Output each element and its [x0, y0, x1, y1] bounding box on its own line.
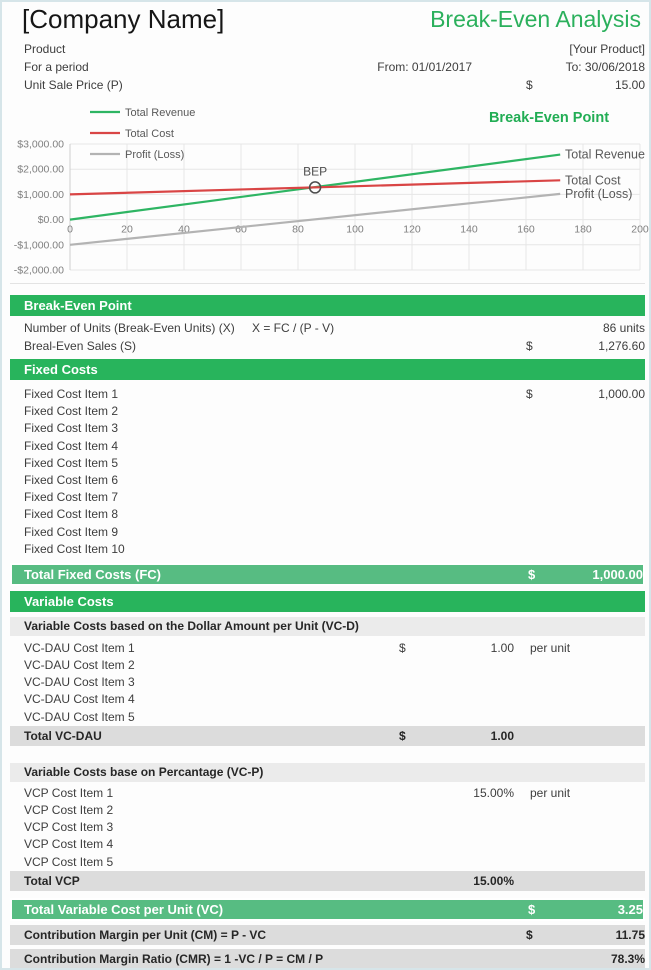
currency-symbol: $: [526, 78, 533, 92]
row-label: Fixed Cost Item 1: [24, 387, 119, 401]
table-row: [2, 337, 651, 355]
row-label: Contribution Margin Ratio (CMR) = 1 -VC / P = CM / P: [24, 951, 324, 966]
row-label: Fixed Cost Item 8: [24, 507, 119, 522]
row-label: Total Variable Cost per Unit (VC): [24, 901, 224, 917]
x-axis-tick-label: 100: [346, 223, 364, 236]
table-row: [2, 386, 651, 403]
currency-symbol: $: [399, 728, 406, 743]
row-label: Breal-Even Sales (S): [24, 339, 137, 353]
row-label: Fixed Cost Item 6: [24, 472, 119, 487]
x-axis-tick-label: 40: [178, 223, 190, 236]
bep-label: BEP: [303, 164, 328, 179]
divider-line: [10, 283, 645, 284]
row-label: VCP Cost Item 2: [24, 803, 114, 817]
product-label: Product: [24, 42, 66, 56]
x-axis-tick-label: 80: [292, 223, 304, 236]
table-row: [2, 489, 651, 506]
series-end-label-profit-loss: Profit (Loss): [565, 186, 633, 201]
fixed-cost-items: [2, 386, 651, 558]
table-row: [2, 709, 651, 726]
period-row: [2, 58, 651, 76]
subheader-vcd: [10, 617, 645, 636]
row-label: Fixed Cost Item 4: [24, 438, 119, 453]
page-title: Break-Even Analysis: [430, 6, 641, 32]
table-row: [2, 785, 651, 802]
contribution-margin-row: [10, 925, 645, 945]
table-row: [2, 506, 651, 523]
section-header-fixed-costs: [10, 359, 645, 380]
row-label: Fixed Cost Item 5: [24, 455, 119, 470]
row-label: VC-DAU Cost Item 3: [24, 675, 135, 690]
contribution-margin-ratio-row: [10, 949, 645, 969]
section-header-break-even-point: [10, 295, 645, 316]
row-label: VCP Cost Item 3: [24, 820, 114, 835]
section-header-label: Break-Even Point: [24, 298, 132, 313]
company-name: [Company Name]: [22, 4, 225, 34]
row-value: 1.00: [490, 728, 514, 743]
row-label: VC-DAU Cost Item 1: [24, 640, 135, 655]
legend-label-total-revenue: Total Revenue: [125, 107, 196, 119]
x-axis-tick-label: 140: [460, 223, 478, 236]
product-value: [Your Product]: [569, 42, 645, 56]
row-label: Total VCP: [24, 873, 80, 888]
currency-symbol: $: [528, 566, 536, 582]
row-label: Fixed Cost Item 2: [24, 404, 119, 419]
row-label: Fixed Cost Item 7: [24, 490, 119, 505]
row-label: VC-DAU Cost Item 5: [24, 709, 135, 724]
currency-symbol: $: [526, 339, 533, 353]
total-vcd-row: [10, 726, 645, 746]
row-label: Fixed Cost Item 9: [24, 524, 119, 539]
row-value: 1,000.00: [598, 387, 645, 401]
series-end-label-total-cost: Total Cost: [565, 173, 621, 188]
table-row: [2, 524, 651, 541]
y-axis-tick-label: $2,000.00: [17, 163, 64, 176]
table-row: [2, 854, 651, 871]
unit-price-row: [2, 76, 651, 94]
section-header-label: Fixed Costs: [24, 362, 98, 377]
y-axis-tick-label: $3,000.00: [17, 138, 64, 151]
legend-label-profit-loss: Profit (Loss): [125, 149, 185, 161]
x-axis-tick-label: 120: [403, 223, 421, 236]
x-axis-tick-label: 180: [574, 223, 592, 236]
table-row: [2, 674, 651, 691]
table-row: [2, 657, 651, 674]
break-even-chart: [2, 98, 651, 290]
y-axis-tick-label: -$2,000.00: [13, 264, 64, 277]
currency-symbol: $: [526, 387, 533, 401]
row-label: VC-DAU Cost Item 4: [24, 692, 135, 707]
vcp-items: [2, 785, 651, 871]
currency-symbol: $: [399, 640, 406, 655]
row-value: 1,276.60: [598, 339, 645, 353]
row-label: VC-DAU Cost Item 2: [24, 658, 135, 673]
subheader-vcp: [10, 763, 645, 782]
unit-price-value: 15.00: [614, 78, 645, 92]
vcd-items: [2, 640, 651, 726]
period-to: To: 30/06/2018: [565, 60, 645, 74]
currency-symbol: $: [528, 901, 536, 917]
x-axis-tick-label: 0: [67, 223, 73, 236]
row-label: Fixed Cost Item 10: [24, 541, 125, 556]
total-variable-cost-row: [10, 898, 645, 921]
total-vcp-row: [10, 871, 645, 891]
row-label: VCP Cost Item 4: [24, 837, 114, 852]
row-value: 11.75: [615, 927, 645, 942]
row-unit: per unit: [530, 640, 571, 655]
table-row: [2, 455, 651, 472]
currency-symbol: $: [526, 927, 533, 942]
row-value: 1.00: [490, 640, 514, 655]
period-label: For a period: [24, 60, 89, 74]
x-axis-tick-label: 20: [121, 223, 133, 236]
y-axis-tick-label: $0.00: [37, 214, 64, 227]
table-row: [2, 541, 651, 558]
subheader-label: Variable Costs base on Percantage (VC-P): [24, 764, 264, 779]
section-header-label: Variable Costs: [24, 593, 114, 609]
total-fixed-costs-row: [10, 563, 645, 586]
row-label: Total Fixed Costs (FC): [24, 566, 161, 582]
row-value: 78.3%: [610, 951, 645, 966]
sections: [2, 295, 651, 969]
section-header-variable-costs: [10, 591, 645, 612]
product-row: [2, 40, 651, 58]
row-value: 86 units: [602, 321, 645, 335]
row-label: Total VC-DAU: [24, 728, 102, 743]
table-row: [2, 836, 651, 853]
row-label: VCP Cost Item 1: [24, 785, 114, 800]
series-end-label-total-revenue: Total Revenue: [565, 147, 645, 162]
y-axis-tick-label: -$1,000.00: [13, 239, 64, 252]
table-row: [2, 438, 651, 455]
table-row: [2, 802, 651, 819]
breakeven-rows: [2, 319, 651, 355]
table-row: [2, 640, 651, 657]
table-row: [2, 319, 651, 337]
row-unit: per unit: [530, 785, 571, 800]
row-value: 1,000.00: [592, 566, 643, 582]
x-axis-tick-label: 160: [517, 223, 535, 236]
x-axis-tick-label: 60: [235, 223, 247, 236]
row-value: 3.25: [617, 901, 643, 917]
chart-title: Break-Even Point: [488, 110, 610, 126]
unit-price-label: Unit Sale Price (P): [24, 78, 123, 92]
row-label: Contribution Margin per Unit (CM) = P - VC: [24, 927, 267, 942]
period-from: From: 01/01/2017: [377, 60, 472, 74]
x-axis-tick-label: 200: [631, 223, 649, 236]
table-row: [2, 819, 651, 836]
y-axis-tick-label: $1,000.00: [17, 188, 64, 201]
subheader-label: Variable Costs based on the Dollar Amount per Unit (VC-D): [24, 618, 359, 633]
row-label: VCP Cost Item 5: [24, 854, 114, 869]
row-formula: X = FC / (P - V): [252, 321, 335, 335]
row-value: 15.00%: [473, 873, 514, 888]
table-row: [2, 472, 651, 489]
table-row: [2, 691, 651, 708]
row-label: Number of Units (Break-Even Units) (X): [24, 321, 235, 335]
table-row: [2, 403, 651, 420]
table-row: [2, 420, 651, 437]
legend-label-total-cost: Total Cost: [125, 128, 174, 140]
row-label: Fixed Cost Item 3: [24, 421, 119, 436]
row-value: 15.00%: [473, 785, 514, 800]
